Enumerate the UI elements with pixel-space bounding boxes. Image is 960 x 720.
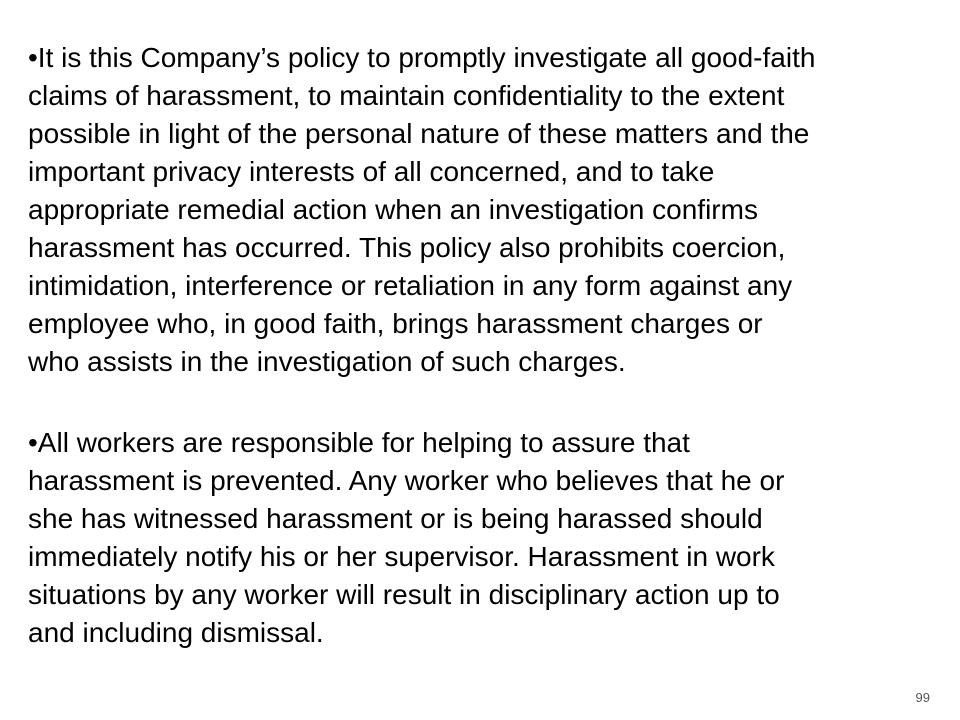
- policy-bullet-responsibility: •All workers are responsible for helping to assure that harassment is prevented. Any worker who believes that he or she has witnessed harassment or is being harassed should immediately notify his or her supervisor. Harassment in work situations by any worker will result in disciplinary action up to and including dismissal.: [28, 427, 785, 648]
- page-number: 99: [915, 690, 930, 705]
- policy-bullet-investigation: •It is this Company’s policy to promptly investigate all good-faith claims of harassment, to maintain confidentiality to the extent possible in light of the personal nature of these matters and the important privacy interests of all concerned, and to take appropriate remedial action when an investigation confirms harassment has occurred. This policy also prohibits coercion, intimidation, interference or retaliation in any form against any employee who, in good faith, brings harassment charges or who assists in the investigation of such charges.: [28, 42, 816, 377]
